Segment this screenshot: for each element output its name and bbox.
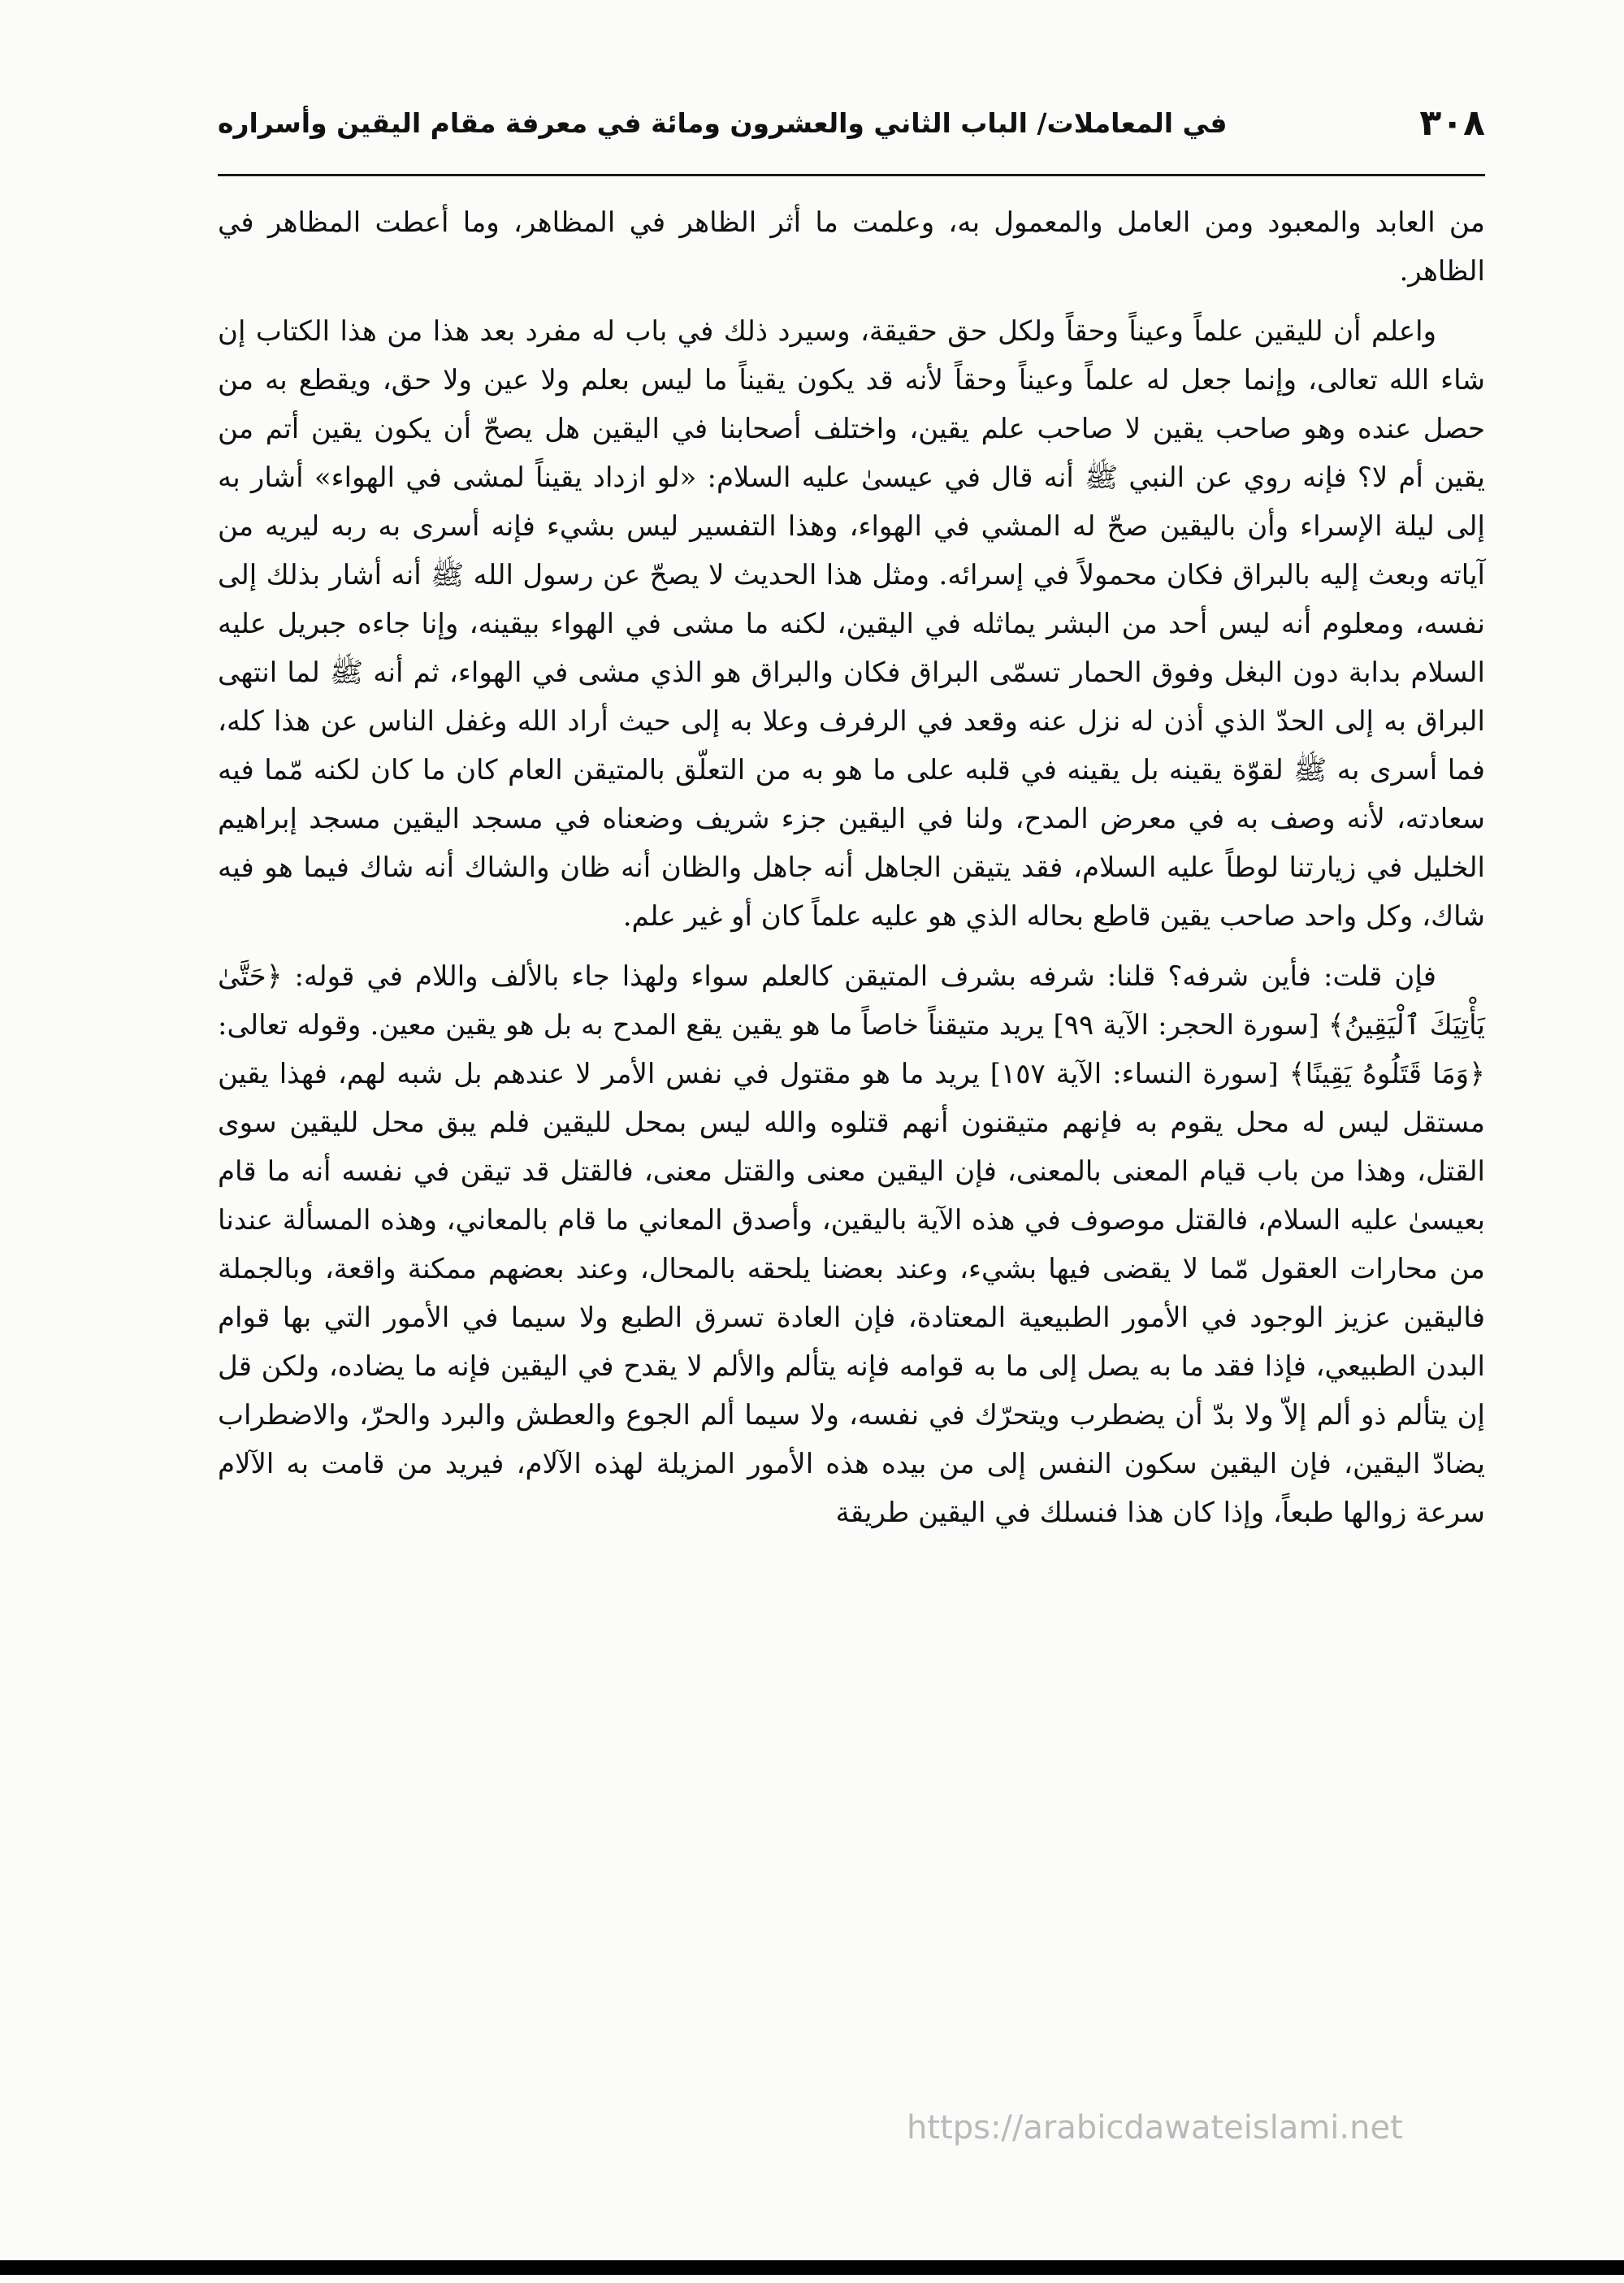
body-text	[218, 198, 1485, 1549]
paragraph-1: من العابد والمعبود ومن العامل والمعمول به، وعلمت ما أثر الظاهر في المظاهر، وما أعطت المظاهر في الظاهر.	[218, 206, 1485, 288]
page-number: ٣٠٨	[1419, 102, 1485, 144]
page-header	[218, 96, 1485, 153]
bottom-scan-edge	[0, 2260, 1624, 2275]
paragraph-2: واعلم أن لليقين علماً وعيناً وحقاً ولكل حق حقيقة، وسيرد ذلك في باب له مفرد بعد هذا من هذا الكتاب إن شاء الله تعالى، وإنما جعل له علماً وعيناً وحقاً لأنه قد يكون يقيناً ما ليس بعلم ولا عين ولا حق، ويقطع به من حصل عنده وهو صاحب يقين لا صاحب علم يقين، واختلف أصحابنا في اليقين هل يصحّ أن يكون يقين أتم من يقين أم لا؟ فإنه روي عن النبي ﷺ أنه قال في عيسىٰ عليه السلام: «لو ازداد يقيناً لمشى في الهواء» أشار به إلى ليلة الإسراء وأن باليقين صحّ له المشي في الهواء، وهذا التفسير ليس بشيء فإنه أسرى به ربه ليريه من آياته وبعث إليه بالبراق فكان محمولاً في إسرائه. ومثل هذا الحديث لا يصحّ عن رسول الله ﷺ أنه أشار بذلك إلى نفسه، ومعلوم أنه ليس أحد من البشر يماثله في اليقين، لكنه ما مشى في الهواء بيقينه، وإنا جاءه جبريل عليه السلام بدابة دون البغل وفوق الحمار تسمّى البراق فكان والبراق هو الذي مشى في الهواء، ثم أنه ﷺ لما انتهى البراق به إلى الحدّ الذي أذن له نزل عنه وقعد في الرفرف وعلا به إلى حيث أراد الله وغفل الناس عن هذا كله، فما أسرى به ﷺ لقوّة يقينه بل يقينه في قلبه على ما هو به من التعلّق بالمتيقن العام كان ما كان لكنه مّما فيه سعادته، لأنه وصف به في معرض المدح، ولنا في اليقين جزء شريف وضعناه في مسجد اليقين مسجد إبراهيم الخليل في زيارتنا لوطاً عليه السلام، فقد يتيقن الجاهل أنه جاهل والظان أنه ظان والشاك أنه شاك فيما هو فيه شاك، وكل واحد صاحب يقين قاطع بحاله الذي هو عليه علماً كان أو غير علم.	[218, 315, 1486, 933]
watermark-url: https://arabicdawateislami.net	[907, 2109, 1403, 2147]
header-rule	[218, 174, 1485, 176]
paragraph-3: فإن قلت: فأين شرفه؟ قلنا: شرفه بشرف المتيقن كالعلم سواء ولهذا جاء بالألف واللام في قوله: ﴿حَتَّىٰ يَأْتِيَكَ ٱلْيَقِينُ﴾ [سورة الحجر: الآية ٩٩] يريد متيقناً خاصاً ما هو يقين يقع المدح به بل هو يقين معين. وقوله تعالى: ﴿وَمَا قَتَلُوهُ يَقِينًا﴾ [سورة النساء: الآية ١٥٧] يريد ما هو مقتول في نفس الأمر لا عندهم بل شبه لهم، فهذا يقين مستقل ليس له محل يقوم به فإنهم متيقنون أنهم قتلوه والله ليس بمحل لليقين فلم يبق محل لليقين سوى القتل، وهذا من باب قيام المعنى بالمعنى، فإن اليقين معنى والقتل معنى، فالقتل قد تيقن في نفسه أنه ما قام بعيسىٰ عليه السلام، فالقتل موصوف في هذه الآية باليقين، وأصدق المعاني ما قام بالمعاني، وهذه المسألة عندنا من محارات العقول مّما لا يقضى فيها بشيء، وعند بعضنا يلحقه بالمحال، وعند بعضهم ممكنة واقعة، وبالجملة فاليقين عزيز الوجود في الأمور الطبيعية المعتادة، فإن العادة تسرق الطبع ولا سيما في الأمور التي بها قوام البدن الطبيعي، فإذا فقد ما به يصل إلى ما به قوامه فإنه يتألم والألم لا يقدح في اليقين فإنه ما يضاده، ولكن قل إن يتألم ذو ألم إلاّ ولا بدّ أن يضطرب ويتحرّك في نفسه، ولا سيما ألم الجوع والعطش والبرد والحرّ، والاضطراب يضادّ اليقين، فإن اليقين سكون النفس إلى من بيده هذه الأمور المزيلة لهذه الآلام، فيريد من قامت به الآلام سرعة زوالها طبعاً، وإذا كان هذا فنسلك في اليقين طريقة	[218, 960, 1486, 1529]
running-title: في المعاملات/ الباب الثاني والعشرون ومائة في معرفة مقام اليقين وأسراره	[218, 107, 1228, 139]
